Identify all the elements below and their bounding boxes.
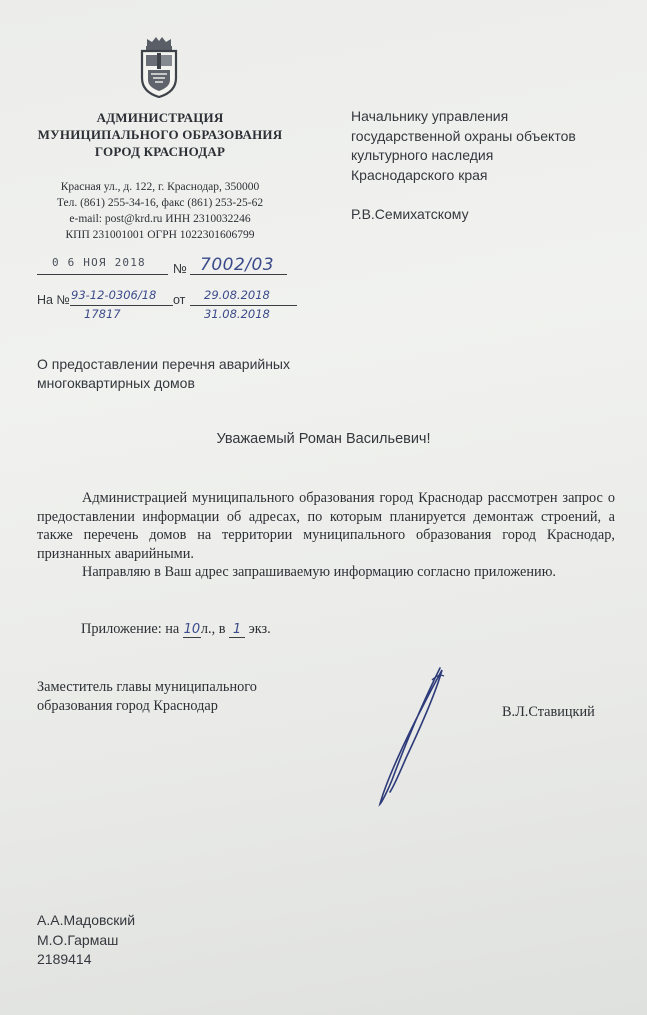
number-underline — [190, 274, 287, 275]
executor-2: М.О.Гармаш — [37, 931, 119, 948]
org-address — [10, 179, 310, 243]
subject-line-2: многоквартирных домов — [37, 374, 195, 391]
address-line-4: КПП 231001001 ОГРН 1022301606799 — [65, 229, 255, 241]
ref-number-2: 17817 — [84, 307, 121, 321]
attachment-copies: 1 — [229, 622, 245, 638]
executor-1: А.А.Мадовский — [37, 912, 136, 928]
number-label: № — [173, 261, 187, 276]
subject — [37, 355, 337, 392]
coat-of-arms-emblem — [139, 36, 179, 98]
attachment-prefix: Приложение: на — [81, 621, 180, 637]
attachment-pages: 10 — [183, 622, 201, 637]
body-paragraph-2: Направляю в Ваш адрес запрашиваемую информацию согласно приложению. — [82, 564, 556, 580]
attachment-line — [81, 621, 271, 638]
recipient-line-1: Начальнику управления — [351, 108, 509, 124]
ref-number-1: 93-12-0306/18 — [71, 288, 157, 302]
org-line-3: ГОРОД КРАСНОДАР — [94, 144, 226, 159]
salutation: Уважаемый Роман Васильевич! — [216, 431, 431, 447]
ref-underline-2 — [190, 305, 297, 306]
ref-underline-1 — [70, 305, 173, 306]
signer-title — [37, 678, 337, 716]
ref-date-2: 31.08.2018 — [204, 307, 270, 321]
body-paragraph-1: Администрацией муниципального образования город Краснодар рассмотрен запрос о предоставлении информации об адресах, по которым планируется демонтаж строений, а также перечень домов на территории муниципального образования город Краснодар, признанных аварийными. — [37, 490, 615, 562]
address-line-2: Тел. (861) 255-34-16, факс (861) 253-25-62 — [56, 197, 264, 209]
org-header — [10, 109, 310, 160]
outgoing-number: 7002/03 — [200, 255, 275, 275]
executors-block — [37, 911, 135, 970]
recipient-name: Р.В.Семихатскому — [351, 206, 469, 222]
ref-date-1: 29.08.2018 — [204, 288, 270, 302]
recipient-block — [351, 107, 631, 185]
address-line-3: e-mail: post@krd.ru ИНН 2310032246 — [69, 213, 251, 225]
signer-name: В.Л.Ставицкий — [502, 704, 595, 720]
recipient-line-4: Краснодарского края — [351, 166, 488, 183]
attachment-suffix: экз. — [248, 621, 271, 637]
letter-body — [37, 489, 615, 582]
executor-phone: 2189414 — [37, 951, 92, 967]
handwritten-signature — [370, 662, 455, 812]
recipient-line-2: государственной охраны объектов — [351, 127, 576, 144]
attachment-middle: л., в — [200, 621, 226, 637]
signer-title-line-1: Заместитель главы муниципального — [37, 679, 257, 695]
date-underline — [37, 274, 168, 275]
ref-from-label: от — [173, 293, 186, 307]
address-line-1: Красная ул., д. 122, г. Краснодар, 350000 — [60, 181, 260, 193]
org-line-2: МУНИЦИПАЛЬНОГО ОБРАЗОВАНИЯ — [37, 127, 283, 142]
ref-label: На № — [37, 293, 70, 307]
recipient-line-3: культурного наследия — [351, 147, 494, 163]
signer-title-line-2: образования город Краснодар — [37, 698, 218, 714]
org-line-1: АДМИНИСТРАЦИЯ — [96, 110, 224, 125]
subject-line-1: О предоставлении перечня аварийных — [37, 356, 290, 372]
date-stamp: 0 6 НОЯ 2018 — [52, 256, 146, 269]
